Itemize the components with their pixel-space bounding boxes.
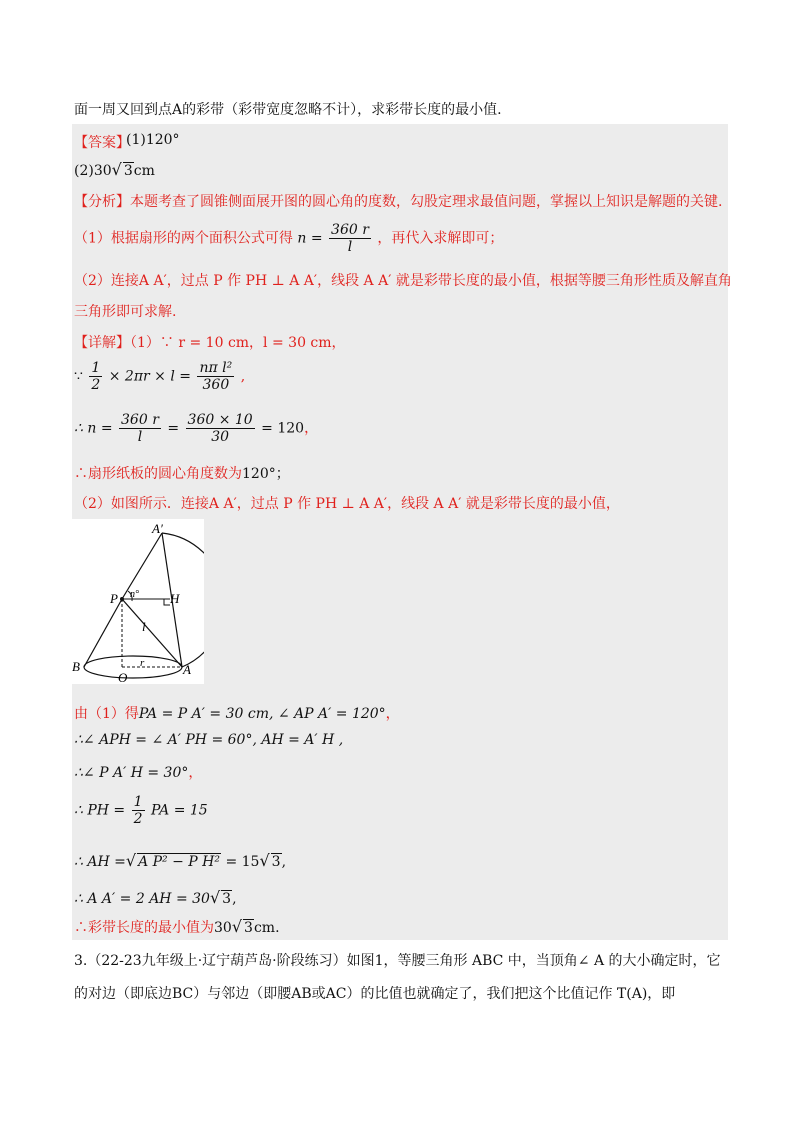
analysis-step-2b: 三角形即可求解. <box>74 304 177 320</box>
label-h: H <box>170 591 180 606</box>
step-3: ∴∠ P A′ H = 30°， <box>74 765 203 781</box>
analysis-text: 本题考查了圆锥侧面展开图的圆心角的度数，勾股定理求最值问题，掌握以上知识是解题的关键. <box>130 194 723 210</box>
answer-part-1: (1)120° <box>126 132 180 148</box>
label-p: P <box>110 591 118 606</box>
label-a: A <box>183 662 191 677</box>
label-b: B <box>72 659 80 674</box>
question-3-line-1: 3.（22-23九年级上·辽宁葫芦岛·阶段练习）如图1，等腰三角形 ABC 中，当顶角∠ A 的大小确定时，它 <box>74 953 721 969</box>
unfolded-arc <box>162 533 204 667</box>
question-continuation: 面一周又回到点A的彩带（彩带宽度忽略不计），求彩带长度的最小值. <box>74 102 502 118</box>
detail-line-2: ∵ $\frac{1}{2}$ × 2πr × l = $\frac{\text{nπ l²}}{360}$ , <box>74 360 246 393</box>
label-o: O <box>118 670 128 684</box>
detail-line-5: （2）如图所示．连接A A′，过点 P 作 PH ⊥ A A′，线段 A A′ 就是彩带长度的最小值， <box>74 496 620 512</box>
label-l: l <box>142 619 146 634</box>
label-r: r <box>140 657 145 669</box>
question-3-line-2: 的对边（即底边BC）与邻边（即腰AB或AC）的比值也就确定了，我们把这个比值记作 T(A)，即 <box>74 986 676 1002</box>
analysis-label: 【分析】 <box>74 194 130 210</box>
point-p-dot <box>120 597 124 601</box>
detail-label: 【详解】 <box>74 335 130 351</box>
step-6: ∴ A A′ = 2 AH = 30√ 3, <box>74 888 237 907</box>
analysis-line <box>74 191 722 211</box>
detail-line-1: 【详解】（1）∵ r = 10 cm，l = 30 cm， <box>74 335 346 351</box>
detail-line-3: ∴ n = $\frac{360 r}{l}$ = $\frac{360 \times 10}{30}$ = 120， <box>74 412 319 445</box>
line-a-prime-p <box>122 533 162 599</box>
step-5: ∴ AH =√ A P² − P H² = 15√ 3, <box>74 851 287 870</box>
analysis-step-2a: （2）连接A A′，过点 P 作 PH ⊥ A A′，线段 A A′ 就是彩带长度的最小值，根据等腰三角形性质及解直角 <box>74 273 732 289</box>
step-2: ∴∠ APH = ∠ A′ PH = 60°, AH = A′ H , <box>74 732 344 748</box>
answer-label: 【答案】 <box>74 135 130 151</box>
label-a-prime: A′ <box>152 521 163 536</box>
answer-part-2: (2)30√ 3cm <box>74 160 155 179</box>
cone-diagram <box>72 519 204 684</box>
analysis-step-1: （1）根据扇形的两个面积公式可得 n = $\frac{360 r}{l}$ ，再代入求解即可； <box>74 222 504 255</box>
step-1: 由（1）得PA = P A′ = 30 cm, ∠ AP A′ = 120°， <box>74 706 400 722</box>
detail-line-4: ∴扇形纸板的圆心角度数为120°； <box>74 466 290 482</box>
label-n: n° <box>130 589 139 600</box>
step-7: ∴彩带长度的最小值为30√ 3cm. <box>74 917 280 936</box>
cone-figure <box>72 519 204 684</box>
step-4: ∴ PH = $\frac{1}{2}$ PA = 15 <box>74 794 208 827</box>
